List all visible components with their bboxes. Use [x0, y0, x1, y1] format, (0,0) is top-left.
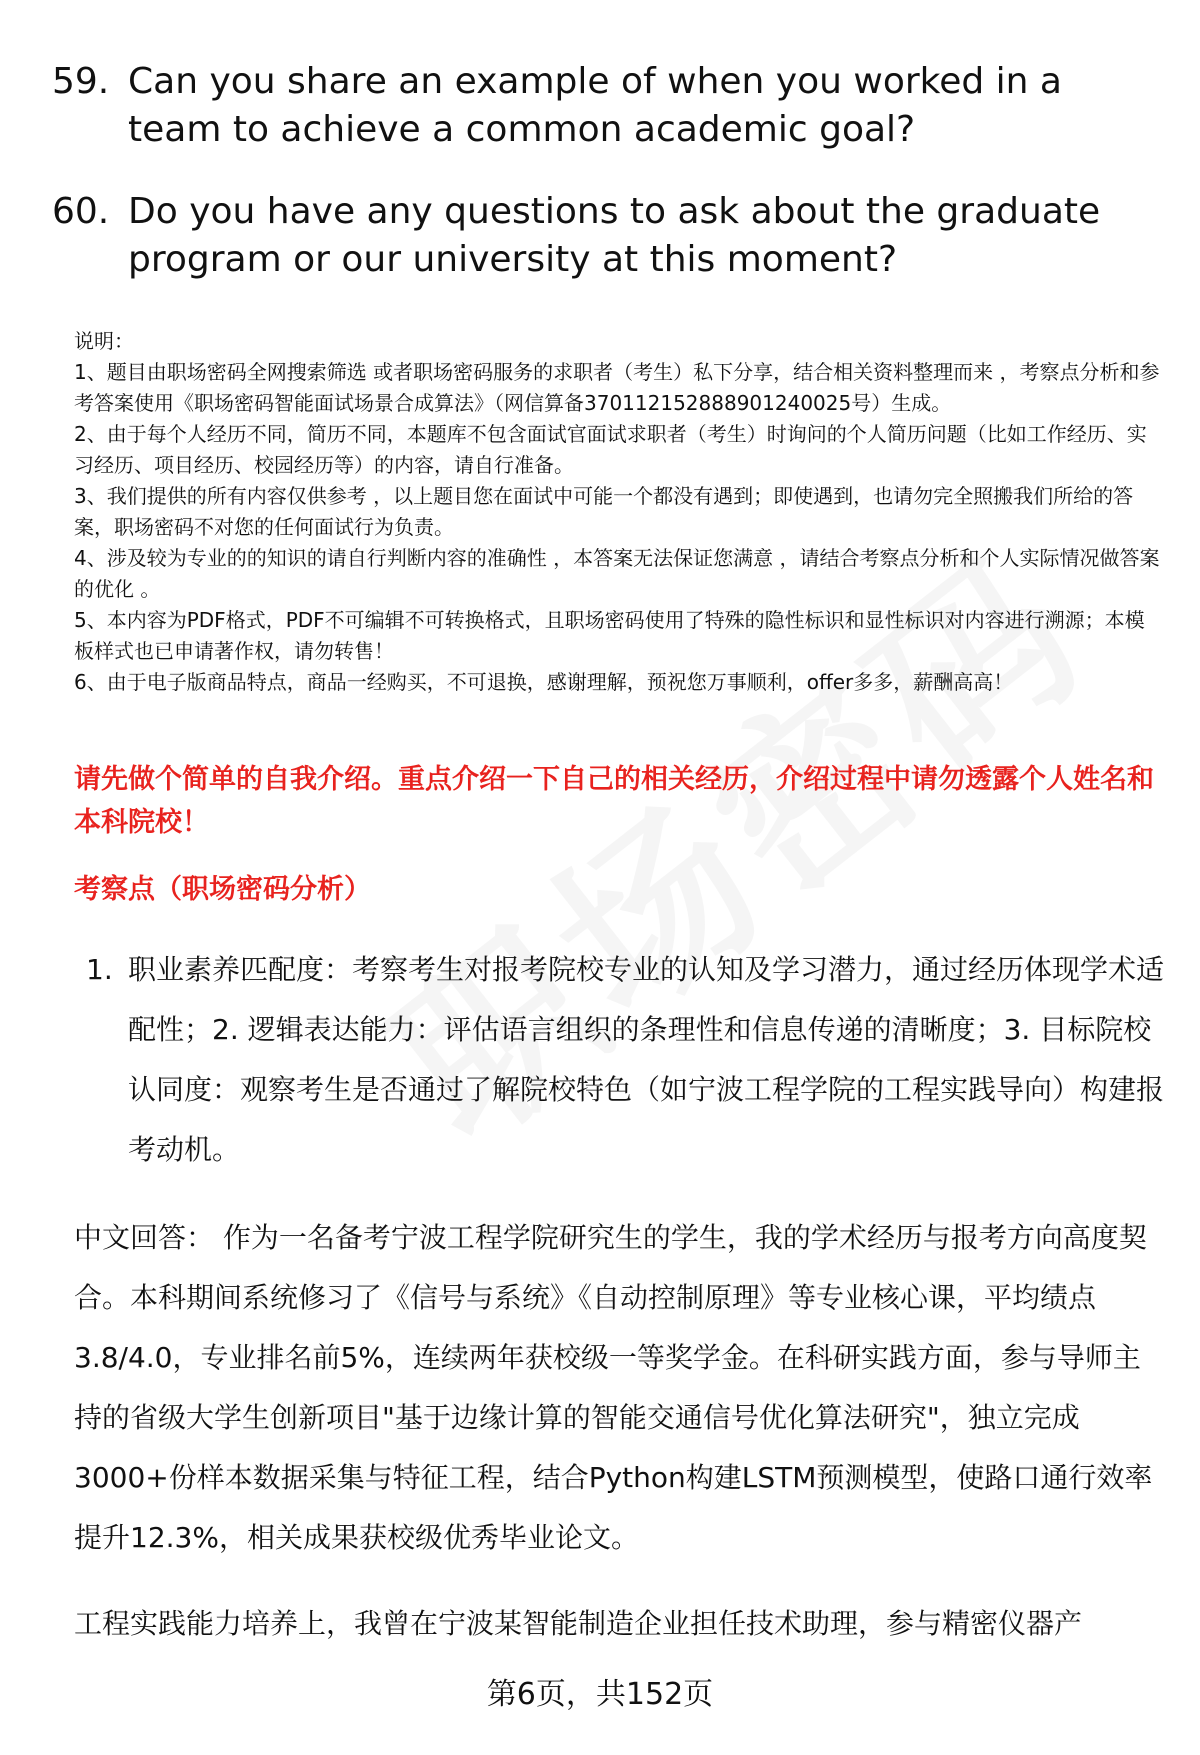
question-item [52, 58, 1162, 154]
note-item: 3、我们提供的所有内容仅供参考 ，以上题目您在面试中可能一个都没有遇到；即使遇到，也请勿完全照搬我们所给的答案，职场密码不对您的任何面试行为负责。 [74, 484, 1134, 539]
analysis-text: 职业素养匹配度：考察考生对报考院校专业的认知及学习潜力，通过经历体现学术适配性；2. 逻辑表达能力：评估语言组织的条理性和信息传递的清晰度；3. 目标院校认同度：观察考生是否通过了解院校特色（如宁波工程学院的工程实践导向）构建报考动机。 [128, 953, 1165, 1166]
answer-paragraph: 工程实践能力培养上，我曾在宁波某智能制造企业担任技术助理，参与精密仪器产 [74, 1607, 1083, 1640]
question-text: Do you have any questions to ask about the graduate program or our university at this moment? [128, 191, 1101, 280]
question-number: 59. [52, 61, 110, 102]
analysis-number: 1. [86, 953, 113, 986]
note-item: 2、由于每个人经历不同，简历不同，本题库不包含面试官面试求职者（考生）时询问的个人简历问题（比如工作经历、实习经历、项目经历、校园经历等）的内容，请自行准备。 [74, 422, 1147, 477]
analysis-list-item [86, 940, 1166, 1180]
question-item [52, 188, 1162, 284]
answer-paragraph: 中文回答： 作为一名备考宁波工程学院研究生的学生，我的学术经历与报考方向高度契合。本科期间系统修习了《信号与系统》《自动控制原理》等专业核心课，平均绩点3.8/4.0，专业排名前5%，连续两年获校级一等奖学金。在科研实践方面，参与导师主持的省级大学生创新项目"基于边缘计算的智能交通信号优化算法研究"，独立完成3000+份样本数据采集与特征工程，结合Python构建LSTM预测模型，使路口通行效率提升12.3%，相关成果获校级优秀毕业论文。 [74, 1221, 1153, 1554]
answer-section [74, 1208, 1166, 1654]
question-list [52, 58, 1162, 318]
notes-heading: 说明： [74, 329, 134, 353]
note-item: 4、涉及较为专业的的知识的请自行判断内容的准确性 ，本答案无法保证您满意 ，请结合考察点分析和个人实际情况做答案的优化 。 [74, 546, 1160, 601]
interview-prompt-title: 请先做个简单的自我介绍。重点介绍一下自己的相关经历，介绍过程中请勿透露个人姓名和本科院校！ [74, 764, 1154, 838]
note-item: 5、本内容为PDF格式，PDF不可编辑不可转换格式，且职场密码使用了特殊的隐性标识和显性标识对内容进行溯源；本模板样式也已申请著作权，请勿转售！ [74, 608, 1145, 663]
question-number: 60. [52, 191, 110, 232]
question-text: Can you share an example of when you worked in a team to achieve a common academic goal? [128, 61, 1062, 150]
note-item: 1、题目由职场密码全网搜索筛选 或者职场密码服务的求职者（考生）私下分享，结合相关资料整理而来 ，考察点分析和参考答案使用《职场密码智能面试场景合成算法》（网信算备370112152888901240025号）生成。 [74, 360, 1160, 415]
notes-section [74, 326, 1164, 698]
note-item: 6、由于电子版商品特点，商品一经购买，不可退换，感谢理解，预祝您万事顺利，offer多多，薪酬高高！ [74, 670, 1014, 694]
page-number: 第6页，共152页 [486, 1677, 714, 1712]
analysis-heading: 考察点（职场密码分析） [74, 874, 371, 905]
